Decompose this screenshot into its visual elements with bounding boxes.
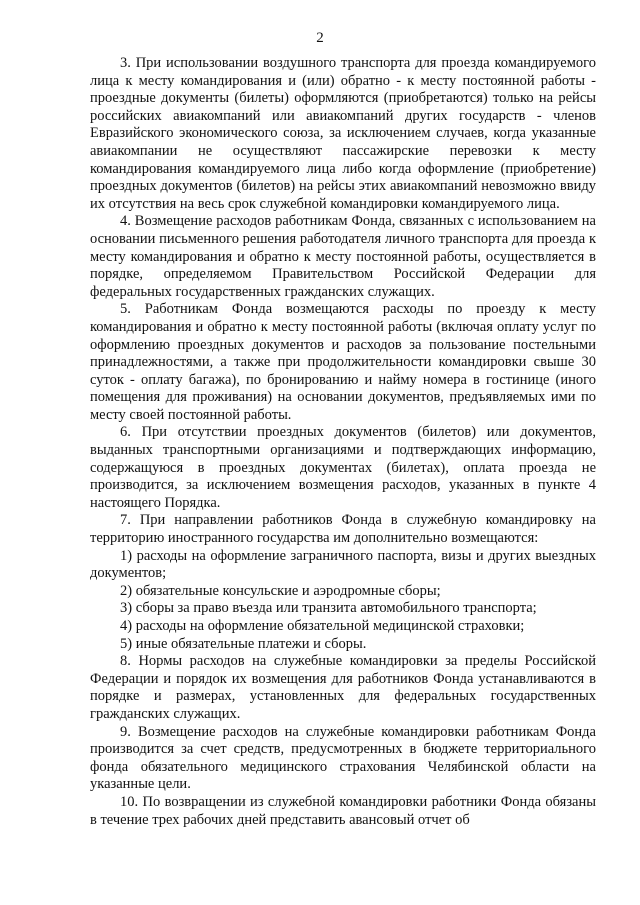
page-number: 2 xyxy=(316,30,324,46)
paragraph-item-3: 3. При использовании воздушного транспорта для проезда командируемого лица к месту командирования и (или) обратно - к месту постоянной работы - проездные документы (билеты) оформляются (приобретаются) только на рейсы российских авиакомпаний или авиакомпаний других государств - членов Евразийского экономического союза, за исключением случаев, когда указанные авиакомпании не осуществляют пассажирские перевозки к месту командирования командируемого лица либо когда оформление (приобретение) проездных документов (билетов) на рейсы этих авиакомпаний невозможно ввиду их отсутствия на весь срок служебной командировки командируемого лица. xyxy=(90,55,596,212)
list-item-7-1: 1) расходы на оформление заграничного паспорта, визы и других выездных документов; xyxy=(90,547,596,582)
list-item-7-3: 3) сборы за право въезда или транзита автомобильного транспорта; xyxy=(120,600,537,617)
paragraph-item-10: 10. По возвращении из служебной командировки работники Фонда обязаны в течение трех рабочих дней представить авансовый отчет об xyxy=(90,793,596,828)
paragraph-item-8: 8. Нормы расходов на служебные командировки за пределы Российской Федерации и порядок их возмещения для работников Фонда устанавливаются в порядке и размерах, установленных для федеральных государственных гражданских служащих. xyxy=(90,653,596,722)
paragraph-item-7: 7. При направлении работников Фонда в служебную командировку на территорию иностранного государства им дополнительно возмещаются: xyxy=(90,512,596,547)
paragraph-item-4: 4. Возмещение расходов работникам Фонда, связанных с использованием на основании письменного решения работодателя личного транспорта для проезда к месту командирования и обратно к месту постоянной работы, осуществляется в порядке, определяемом Правительством Российской Федерации для федеральных государственных гражданских служащих. xyxy=(90,213,596,300)
paragraph-item-5: 5. Работникам Фонда возмещаются расходы по проезду к месту командирования и обратно к месту постоянной работы (включая оплату услуг по оформлению проездных документов и расходов за пользование постельными принадлежностями, а также при продолжительности командировки свыше 30 суток - оплату багажа), по бронированию и найму номера в гостинице (иного помещения для проживания) на основании документов, предъявляемых ими по месту своей постоянной работы. xyxy=(90,301,596,423)
list-item-7-2: 2) обязательные консульские и аэродромные сборы; xyxy=(120,582,441,599)
document-body xyxy=(90,55,596,829)
list-item-7-5: 5) иные обязательные платежи и сборы. xyxy=(120,635,367,652)
paragraph-item-6: 6. При отсутствии проездных документов (билетов) или документов, выданных транспортными организациями и подтверждающих информацию, содержащуюся в проездных документах (билетах), оплата проезда не производится, за исключением возмещения расходов, указанных в пункте 4 настоящего Порядка. xyxy=(90,424,596,511)
paragraph-item-9: 9. Возмещение расходов на служебные командировки работникам Фонда производится за счет средств, предусмотренных в бюджете территориального фонда обязательного медицинского страхования Челябинской области на указанные цели. xyxy=(90,723,596,793)
list-item-7-4: 4) расходы на оформление обязательной медицинской страховки; xyxy=(120,618,525,634)
